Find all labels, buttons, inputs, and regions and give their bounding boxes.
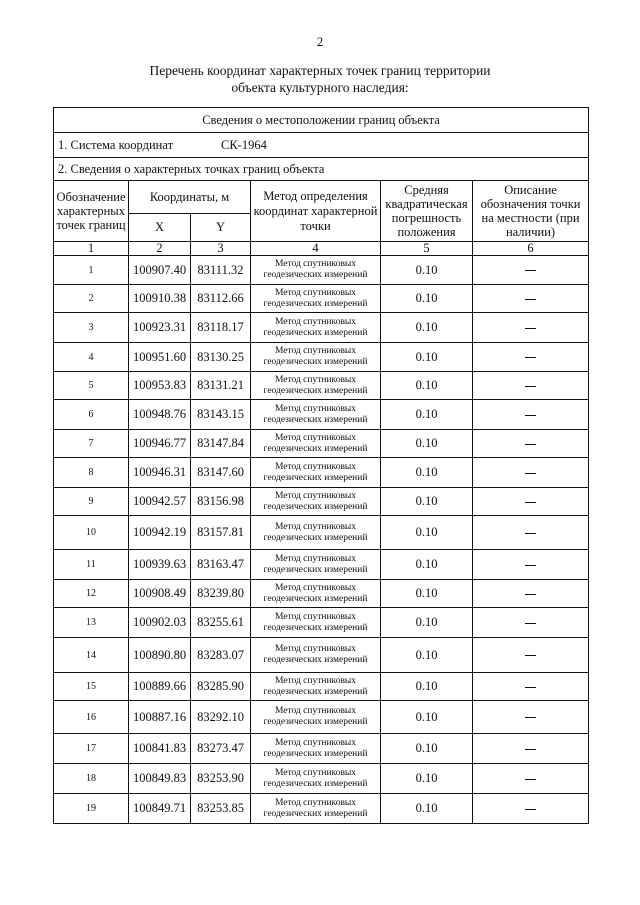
table-row [54,580,589,608]
coordinate-x: 100948.76 [129,400,191,430]
header-coordinates: Координаты, м [129,181,251,214]
coordinate-x: 100953.83 [129,372,191,400]
error-cell: 0.10 [381,673,473,701]
table-row [54,638,589,673]
coordinate-x: 100889.66 [129,673,191,701]
table-row [54,608,589,638]
column-number: 4 [251,242,381,256]
table-row [54,285,589,313]
coordinate-y: 83255.61 [191,608,251,638]
coordinate-x: 100890.80 [129,638,191,673]
column-number: 2 [129,242,191,256]
coordinate-y: 83112.66 [191,285,251,313]
coordinate-y: 83147.60 [191,458,251,488]
point-number: 10 [54,516,129,550]
title-line-1: Перечень координат характерных точек границ территории [149,63,491,78]
coordinate-x: 100946.77 [129,430,191,458]
coordinate-y: 83283.07 [191,638,251,673]
coordinate-x: 100939.63 [129,550,191,580]
coordinate-y: 83285.90 [191,673,251,701]
dash-mark [525,473,536,474]
method-cell: Метод спутниковых геодезических измерений [251,400,381,430]
column-number: 5 [381,242,473,256]
dash-mark [525,270,536,271]
dash-mark [525,386,536,387]
method-cell: Метод спутниковых геодезических измерений [251,550,381,580]
description-cell [473,458,589,488]
error-cell: 0.10 [381,285,473,313]
coordinate-system-row [54,133,589,158]
header-method: Метод определения координат характерной точки [251,181,381,242]
error-cell: 0.10 [381,343,473,372]
method-cell: Метод спутниковых геодезических измерений [251,256,381,285]
column-number: 1 [54,242,129,256]
method-cell: Метод спутниковых геодезических измерений [251,764,381,794]
point-number: 8 [54,458,129,488]
coordinate-y: 83131.21 [191,372,251,400]
coordinate-x: 100849.83 [129,764,191,794]
coordinate-x: 100907.40 [129,256,191,285]
method-cell: Метод спутниковых геодезических измерений [251,673,381,701]
table-row [54,516,589,550]
error-cell: 0.10 [381,794,473,824]
coordinate-y: 83156.98 [191,488,251,516]
point-number: 12 [54,580,129,608]
section-header: Сведения о местоположении границ объекта [54,108,589,133]
coordinate-system-value: СК-1964 [221,137,267,152]
coordinate-y: 83111.32 [191,256,251,285]
description-cell [473,400,589,430]
error-cell: 0.10 [381,516,473,550]
method-cell: Метод спутниковых геодезических измерений [251,372,381,400]
description-cell [473,673,589,701]
description-cell [473,701,589,734]
coordinate-x: 100841.83 [129,734,191,764]
dash-mark [525,299,536,300]
header-designation: Обозначение характерных точек границ [54,181,129,242]
table-row [54,313,589,343]
point-number: 7 [54,430,129,458]
table-row [54,256,589,285]
error-cell: 0.10 [381,313,473,343]
title-line-2: объекта культурного наследия: [231,80,409,95]
coordinate-x: 100942.57 [129,488,191,516]
error-cell: 0.10 [381,608,473,638]
method-cell: Метод спутниковых геодезических измерений [251,580,381,608]
table-row [54,673,589,701]
header-description: Описание обозначения точки на местности (при наличии) [473,181,589,242]
dash-mark [525,779,536,780]
dash-mark [525,533,536,534]
point-number: 4 [54,343,129,372]
method-cell: Метод спутниковых геодезических измерений [251,488,381,516]
description-cell [473,580,589,608]
error-cell: 0.10 [381,256,473,285]
coordinate-y: 83147.84 [191,430,251,458]
error-cell: 0.10 [381,638,473,673]
method-cell: Метод спутниковых геодезических измерений [251,794,381,824]
dash-mark [525,415,536,416]
dash-mark [525,687,536,688]
coordinate-x: 100902.03 [129,608,191,638]
point-number: 16 [54,701,129,734]
dash-mark [525,357,536,358]
error-cell: 0.10 [381,550,473,580]
coordinate-x: 100849.71 [129,794,191,824]
dash-mark [525,565,536,566]
point-number: 2 [54,285,129,313]
description-cell [473,488,589,516]
description-cell [473,608,589,638]
error-cell: 0.10 [381,372,473,400]
method-cell: Метод спутниковых геодезических измерений [251,313,381,343]
column-number: 6 [473,242,589,256]
point-number: 5 [54,372,129,400]
column-number: 3 [191,242,251,256]
dash-mark [525,444,536,445]
error-cell: 0.10 [381,430,473,458]
point-number: 6 [54,400,129,430]
column-numbers-row [54,242,589,256]
point-number: 9 [54,488,129,516]
coordinate-y: 83253.85 [191,794,251,824]
table-row [54,764,589,794]
coordinate-system-label: 1. Система координат [58,137,174,152]
error-cell: 0.10 [381,764,473,794]
point-number: 17 [54,734,129,764]
error-cell: 0.10 [381,488,473,516]
table-row [54,794,589,824]
table-row [54,400,589,430]
method-cell: Метод спутниковых геодезических измерений [251,608,381,638]
description-cell [473,638,589,673]
point-number: 19 [54,794,129,824]
dash-mark [525,749,536,750]
error-cell: 0.10 [381,580,473,608]
error-cell: 0.10 [381,400,473,430]
point-number: 3 [54,313,129,343]
coordinate-x: 100942.19 [129,516,191,550]
method-cell: Метод спутниковых геодезических измерений [251,343,381,372]
coordinate-y: 83118.17 [191,313,251,343]
coordinate-y: 83157.81 [191,516,251,550]
description-cell [473,430,589,458]
description-cell [473,550,589,580]
description-cell [473,313,589,343]
dash-mark [525,717,536,718]
coordinate-y: 83239.80 [191,580,251,608]
point-number: 18 [54,764,129,794]
method-cell: Метод спутниковых геодезических измерений [251,638,381,673]
method-cell: Метод спутниковых геодезических измерений [251,701,381,734]
header-y: Y [191,214,251,242]
method-cell: Метод спутниковых геодезических измерений [251,458,381,488]
method-cell: Метод спутниковых геодезических измерений [251,285,381,313]
description-cell [473,764,589,794]
table-row [54,458,589,488]
table-row [54,430,589,458]
coordinate-x: 100908.49 [129,580,191,608]
coordinate-y: 83163.47 [191,550,251,580]
header-x: X [129,214,191,242]
error-cell: 0.10 [381,734,473,764]
table-row [54,488,589,516]
table-row [54,701,589,734]
header-error: Средняя квадратическая погрешность положения [381,181,473,242]
description-cell [473,256,589,285]
dash-mark [525,623,536,624]
description-cell [473,516,589,550]
method-cell: Метод спутниковых геодезических измерений [251,516,381,550]
table-row [54,372,589,400]
dash-mark [525,655,536,656]
coordinate-y: 83253.90 [191,764,251,794]
dash-mark [525,594,536,595]
table-row [54,343,589,372]
point-number: 11 [54,550,129,580]
method-cell: Метод спутниковых геодезических измерений [251,734,381,764]
coordinate-x: 100951.60 [129,343,191,372]
coordinates-table [53,107,589,824]
points-section-label: 2. Сведения о характерных точках границ объекта [54,158,589,181]
point-number: 1 [54,256,129,285]
dash-mark [525,502,536,503]
description-cell [473,734,589,764]
error-cell: 0.10 [381,701,473,734]
coordinate-y: 83143.15 [191,400,251,430]
point-number: 15 [54,673,129,701]
coordinate-x: 100887.16 [129,701,191,734]
coordinate-y: 83273.47 [191,734,251,764]
point-number: 13 [54,608,129,638]
description-cell [473,372,589,400]
table-row [54,734,589,764]
coordinate-x: 100946.31 [129,458,191,488]
point-number: 14 [54,638,129,673]
document-title [0,62,640,96]
dash-mark [525,809,536,810]
coordinate-y: 83292.10 [191,701,251,734]
coordinate-x: 100910.38 [129,285,191,313]
page-number: 2 [316,34,324,49]
description-cell [473,285,589,313]
coordinate-x: 100923.31 [129,313,191,343]
coordinate-y: 83130.25 [191,343,251,372]
method-cell: Метод спутниковых геодезических измерений [251,430,381,458]
description-cell [473,794,589,824]
description-cell [473,343,589,372]
table-row [54,550,589,580]
error-cell: 0.10 [381,458,473,488]
dash-mark [525,328,536,329]
